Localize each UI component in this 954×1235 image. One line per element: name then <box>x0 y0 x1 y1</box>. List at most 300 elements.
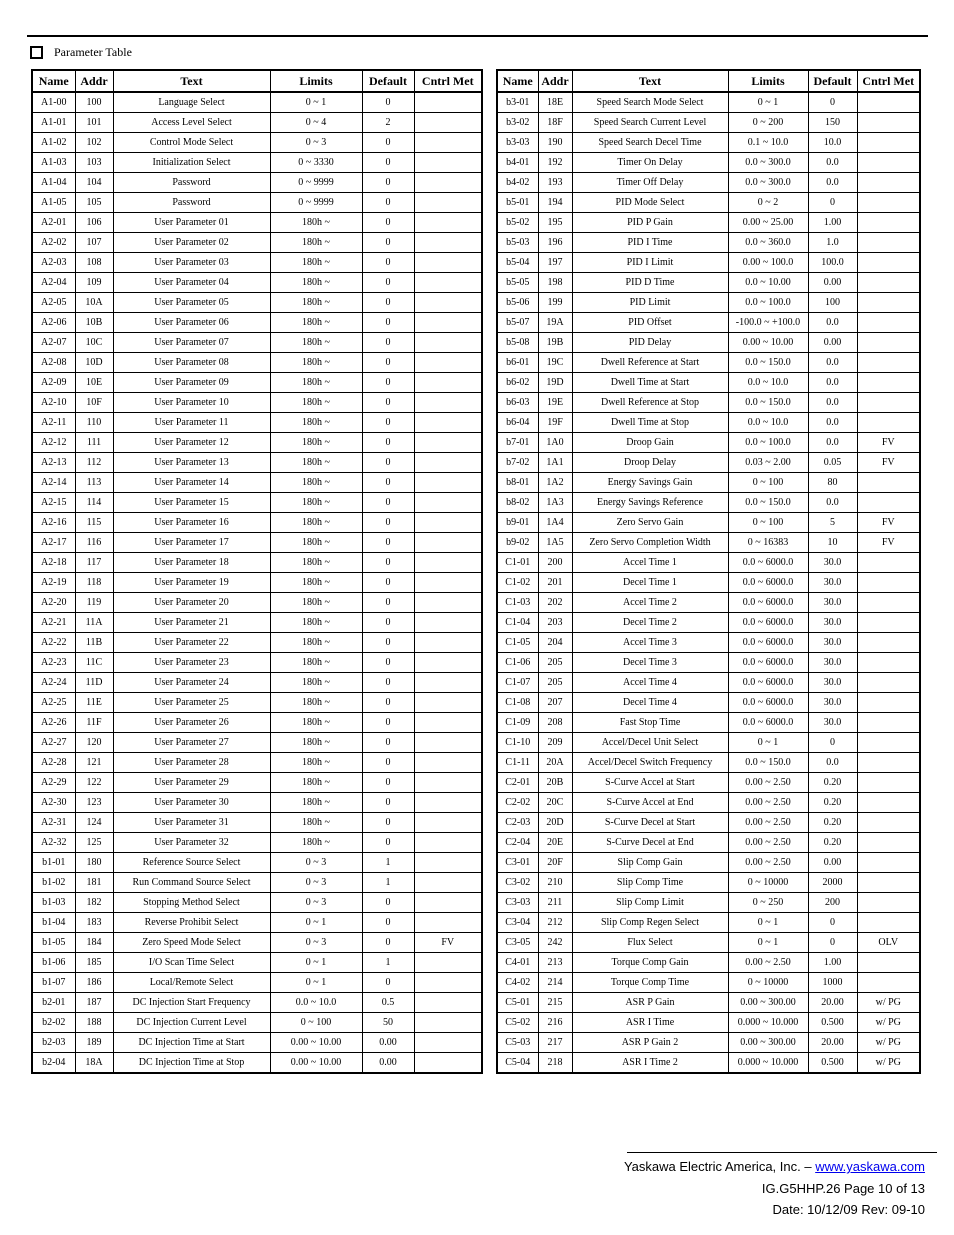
table-body-left <box>32 92 482 1073</box>
table-row <box>32 453 482 473</box>
cell-limits: 180h ~ <box>270 773 362 793</box>
cell-default: 0 <box>362 513 414 533</box>
cell-addr: 108 <box>75 253 113 273</box>
cell-text: Droop Delay <box>572 453 728 473</box>
cell-addr: 20A <box>538 753 572 773</box>
cell-default: 30.0 <box>808 553 857 573</box>
cell-limits: 180h ~ <box>270 613 362 633</box>
cell-name: b1-01 <box>32 853 75 873</box>
cell-default: 0 <box>808 733 857 753</box>
cell-text: Decel Time 2 <box>572 613 728 633</box>
cell-name: A2-24 <box>32 673 75 693</box>
cell-cntrl-met <box>414 353 482 373</box>
cell-cntrl-met <box>857 393 920 413</box>
cell-addr: 10E <box>75 373 113 393</box>
cell-text: User Parameter 29 <box>113 773 270 793</box>
cell-cntrl-met <box>414 753 482 773</box>
table-row <box>497 333 920 353</box>
cell-text: User Parameter 13 <box>113 453 270 473</box>
cell-limits: 180h ~ <box>270 693 362 713</box>
cell-name: C1-04 <box>497 613 538 633</box>
cell-default: 0 <box>362 92 414 113</box>
table-row <box>32 833 482 853</box>
table-row <box>32 613 482 633</box>
cell-default: 30.0 <box>808 653 857 673</box>
cell-addr: 10B <box>75 313 113 333</box>
cell-name: A2-28 <box>32 753 75 773</box>
cell-text: Slip Comp Gain <box>572 853 728 873</box>
cell-limits: 0 ~ 100 <box>728 473 808 493</box>
table-row <box>497 993 920 1013</box>
cell-text: User Parameter 24 <box>113 673 270 693</box>
cell-name: b5-06 <box>497 293 538 313</box>
cell-text: ASR P Gain <box>572 993 728 1013</box>
cell-addr: 10C <box>75 333 113 353</box>
cell-limits: 180h ~ <box>270 673 362 693</box>
cell-limits: 0 ~ 10000 <box>728 873 808 893</box>
cell-default: 0.0 <box>808 393 857 413</box>
cell-addr: 1A5 <box>538 533 572 553</box>
cell-text: Run Command Source Select <box>113 873 270 893</box>
cell-text: Access Level Select <box>113 113 270 133</box>
cell-default: 0 <box>362 333 414 353</box>
cell-text: User Parameter 15 <box>113 493 270 513</box>
cell-cntrl-met <box>414 313 482 333</box>
cell-limits: 0.0 ~ 300.0 <box>728 173 808 193</box>
cell-cntrl-met <box>414 293 482 313</box>
cell-default: 0.20 <box>808 813 857 833</box>
table-row <box>32 693 482 713</box>
cell-default: 0 <box>362 313 414 333</box>
table-row <box>32 513 482 533</box>
cell-default: 0 <box>808 913 857 933</box>
cell-name: C1-09 <box>497 713 538 733</box>
cell-limits: 180h ~ <box>270 653 362 673</box>
cell-limits: 180h ~ <box>270 313 362 333</box>
table-row <box>497 293 920 313</box>
cell-addr: 183 <box>75 913 113 933</box>
cell-cntrl-met <box>857 893 920 913</box>
cell-cntrl-met <box>857 113 920 133</box>
cell-name: A2-04 <box>32 273 75 293</box>
cell-text: User Parameter 07 <box>113 333 270 353</box>
cell-name: A2-06 <box>32 313 75 333</box>
cell-addr: 200 <box>538 553 572 573</box>
table-row <box>497 953 920 973</box>
cell-name: b7-02 <box>497 453 538 473</box>
cell-addr: 1A3 <box>538 493 572 513</box>
cell-limits: 180h ~ <box>270 453 362 473</box>
cell-cntrl-met <box>857 713 920 733</box>
cell-limits: 0.0 ~ 10.0 <box>728 373 808 393</box>
cell-default: 0 <box>362 173 414 193</box>
cell-limits: 180h ~ <box>270 813 362 833</box>
cell-limits: 180h ~ <box>270 473 362 493</box>
cell-addr: 123 <box>75 793 113 813</box>
cell-addr: 188 <box>75 1013 113 1033</box>
cell-name: b1-03 <box>32 893 75 913</box>
table-row <box>32 92 482 113</box>
cell-limits: 0 ~ 1 <box>728 913 808 933</box>
cell-limits: 180h ~ <box>270 353 362 373</box>
table-row <box>497 673 920 693</box>
cell-limits: 0.0 ~ 100.0 <box>728 433 808 453</box>
cell-name: C5-03 <box>497 1033 538 1053</box>
table-row <box>32 193 482 213</box>
cell-cntrl-met <box>414 153 482 173</box>
cell-name: C3-02 <box>497 873 538 893</box>
cell-default: 0.00 <box>362 1033 414 1053</box>
cell-addr: 212 <box>538 913 572 933</box>
cell-default: 0 <box>362 153 414 173</box>
cell-text: Zero Speed Mode Select <box>113 933 270 953</box>
table-row <box>497 633 920 653</box>
cell-text: User Parameter 17 <box>113 533 270 553</box>
cell-text: User Parameter 31 <box>113 813 270 833</box>
cell-default: 0 <box>362 473 414 493</box>
cell-cntrl-met <box>414 273 482 293</box>
cell-name: C1-07 <box>497 673 538 693</box>
cell-cntrl-met <box>857 193 920 213</box>
table-row <box>497 573 920 593</box>
cell-default: 0 <box>362 813 414 833</box>
cell-text: User Parameter 23 <box>113 653 270 673</box>
cell-addr: 122 <box>75 773 113 793</box>
table-row <box>497 913 920 933</box>
cell-limits: 0.00 ~ 2.50 <box>728 793 808 813</box>
cell-cntrl-met <box>857 633 920 653</box>
cell-default: 0 <box>362 253 414 273</box>
cell-default: 0.500 <box>808 1053 857 1074</box>
cell-cntrl-met <box>414 913 482 933</box>
cell-limits: 0.00 ~ 300.00 <box>728 993 808 1013</box>
cell-default: 30.0 <box>808 593 857 613</box>
cell-limits: 0.00 ~ 300.00 <box>728 1033 808 1053</box>
cell-text: User Parameter 11 <box>113 413 270 433</box>
cell-limits: 180h ~ <box>270 413 362 433</box>
cell-text: Slip Comp Limit <box>572 893 728 913</box>
table-row <box>32 133 482 153</box>
cell-name: A2-01 <box>32 213 75 233</box>
parameter-table-left <box>31 69 483 1074</box>
cell-default: 0.0 <box>808 173 857 193</box>
cell-cntrl-met <box>857 613 920 633</box>
cell-cntrl-met <box>857 373 920 393</box>
cell-name: b6-03 <box>497 393 538 413</box>
cell-default: 0 <box>362 613 414 633</box>
cell-default: 100.0 <box>808 253 857 273</box>
cell-default: 0.00 <box>808 333 857 353</box>
cell-limits: 0 ~ 9999 <box>270 193 362 213</box>
cell-text: Speed Search Mode Select <box>572 92 728 113</box>
cell-text: User Parameter 27 <box>113 733 270 753</box>
cell-cntrl-met <box>414 793 482 813</box>
cell-addr: 11B <box>75 633 113 653</box>
cell-text: Torque Comp Gain <box>572 953 728 973</box>
table-row <box>497 793 920 813</box>
cell-limits: 0 ~ 9999 <box>270 173 362 193</box>
cell-cntrl-met: FV <box>857 533 920 553</box>
table-row <box>32 173 482 193</box>
cell-limits: 0.0 ~ 6000.0 <box>728 613 808 633</box>
table-row <box>497 533 920 553</box>
checkbox-icon <box>30 46 43 59</box>
cell-text: User Parameter 26 <box>113 713 270 733</box>
cell-cntrl-met <box>857 953 920 973</box>
cell-text: DC Injection Current Level <box>113 1013 270 1033</box>
cell-addr: 196 <box>538 233 572 253</box>
cell-addr: 116 <box>75 533 113 553</box>
cell-cntrl-met <box>857 673 920 693</box>
cell-addr: 201 <box>538 573 572 593</box>
cell-default: 0 <box>362 733 414 753</box>
footer-doc-page: IG.G5HHP.26 Page 10 of 13 <box>761 1181 925 1196</box>
cell-default: 0 <box>362 793 414 813</box>
footer-company-line <box>624 1159 925 1174</box>
cell-limits: 0.0 ~ 6000.0 <box>728 673 808 693</box>
table-row <box>32 853 482 873</box>
cell-name: C1-01 <box>497 553 538 573</box>
cell-addr: 109 <box>75 273 113 293</box>
cell-name: A2-11 <box>32 413 75 433</box>
cell-limits: 0.00 ~ 2.50 <box>728 833 808 853</box>
table-row <box>497 693 920 713</box>
cell-cntrl-met: FV <box>414 933 482 953</box>
cell-default: 1000 <box>808 973 857 993</box>
cell-limits: 0 ~ 100 <box>270 1013 362 1033</box>
cell-addr: 186 <box>75 973 113 993</box>
table-row <box>497 733 920 753</box>
cell-addr: 11D <box>75 673 113 693</box>
table-row <box>497 553 920 573</box>
cell-default: 30.0 <box>808 693 857 713</box>
cell-addr: 107 <box>75 233 113 253</box>
cell-default: 1 <box>362 853 414 873</box>
table-row <box>497 1013 920 1033</box>
cell-name: C1-06 <box>497 653 538 673</box>
cell-cntrl-met <box>857 313 920 333</box>
cell-text: Dwell Reference at Stop <box>572 393 728 413</box>
cell-limits: 0 ~ 1 <box>728 933 808 953</box>
cell-limits: 0.00 ~ 2.50 <box>728 813 808 833</box>
table-row <box>32 773 482 793</box>
cell-default: 0.0 <box>808 153 857 173</box>
cell-addr: 216 <box>538 1013 572 1033</box>
cell-name: b1-02 <box>32 873 75 893</box>
cell-cntrl-met <box>414 613 482 633</box>
cell-cntrl-met <box>857 353 920 373</box>
cell-default: 0 <box>808 92 857 113</box>
cell-cntrl-met <box>414 113 482 133</box>
cell-text: User Parameter 25 <box>113 693 270 713</box>
cell-name: b2-04 <box>32 1053 75 1074</box>
cell-addr: 114 <box>75 493 113 513</box>
table-row <box>497 813 920 833</box>
cell-name: C4-01 <box>497 953 538 973</box>
cell-name: A2-05 <box>32 293 75 313</box>
cell-default: 30.0 <box>808 713 857 733</box>
cell-limits: 0 ~ 16383 <box>728 533 808 553</box>
cell-limits: 0.0 ~ 6000.0 <box>728 713 808 733</box>
cell-addr: 190 <box>538 133 572 153</box>
table-row <box>32 673 482 693</box>
table-row <box>497 773 920 793</box>
cell-default: 0 <box>362 413 414 433</box>
cell-addr: 112 <box>75 453 113 473</box>
cell-text: Slip Comp Time <box>572 873 728 893</box>
table-row <box>32 753 482 773</box>
cell-limits: 0.0 ~ 10.0 <box>270 993 362 1013</box>
parameter-table-right <box>496 69 921 1074</box>
cell-limits: 180h ~ <box>270 553 362 573</box>
cell-limits: 0.0 ~ 150.0 <box>728 353 808 373</box>
cell-cntrl-met <box>857 92 920 113</box>
cell-text: User Parameter 05 <box>113 293 270 313</box>
cell-default: 1.00 <box>808 953 857 973</box>
cell-default: 150 <box>808 113 857 133</box>
cell-text: Stopping Method Select <box>113 893 270 913</box>
table-row <box>497 473 920 493</box>
cell-limits: 0.000 ~ 10.000 <box>728 1013 808 1033</box>
cell-cntrl-met <box>857 593 920 613</box>
cell-cntrl-met <box>414 92 482 113</box>
cell-limits: 0 ~ 1 <box>270 92 362 113</box>
cell-addr: 120 <box>75 733 113 753</box>
table-row <box>497 173 920 193</box>
cell-addr: 20D <box>538 813 572 833</box>
cell-cntrl-met <box>857 973 920 993</box>
cell-default: 0 <box>362 293 414 313</box>
cell-default: 0 <box>362 693 414 713</box>
cell-default: 0.0 <box>808 433 857 453</box>
cell-default: 0.500 <box>808 1013 857 1033</box>
table-row <box>497 273 920 293</box>
cell-addr: 202 <box>538 593 572 613</box>
cell-limits: 180h ~ <box>270 273 362 293</box>
cell-addr: 19F <box>538 413 572 433</box>
cell-addr: 118 <box>75 573 113 593</box>
cell-addr: 184 <box>75 933 113 953</box>
cell-default: 0 <box>362 753 414 773</box>
cell-cntrl-met <box>857 213 920 233</box>
cell-default: 0.00 <box>362 1053 414 1074</box>
cell-name: b5-03 <box>497 233 538 253</box>
table-row <box>497 113 920 133</box>
cell-limits: 0.0 ~ 100.0 <box>728 293 808 313</box>
table-row <box>32 293 482 313</box>
table-row <box>497 433 920 453</box>
cell-name: b2-03 <box>32 1033 75 1053</box>
cell-name: C2-04 <box>497 833 538 853</box>
cell-text: PID Delay <box>572 333 728 353</box>
cell-default: 0.0 <box>808 753 857 773</box>
column-header-cntrl-met: Cntrl Met <box>857 70 920 92</box>
cell-name: b7-01 <box>497 433 538 453</box>
cell-cntrl-met: w/ PG <box>857 993 920 1013</box>
cell-addr: 11F <box>75 713 113 733</box>
cell-name: b9-02 <box>497 533 538 553</box>
cell-addr: 11E <box>75 693 113 713</box>
cell-addr: 209 <box>538 733 572 753</box>
cell-addr: 182 <box>75 893 113 913</box>
cell-limits: 0 ~ 3 <box>270 893 362 913</box>
cell-text: User Parameter 14 <box>113 473 270 493</box>
table-row <box>32 793 482 813</box>
cell-addr: 11A <box>75 613 113 633</box>
cell-text: Flux Select <box>572 933 728 953</box>
cell-default: 0 <box>808 933 857 953</box>
cell-default: 0 <box>362 673 414 693</box>
column-header-addr: Addr <box>538 70 572 92</box>
cell-name: A1-05 <box>32 193 75 213</box>
footer-website-link[interactable]: www.yaskawa.com <box>815 1159 925 1174</box>
cell-limits: 0.0 ~ 150.0 <box>728 753 808 773</box>
cell-cntrl-met: w/ PG <box>857 1053 920 1074</box>
cell-limits: 180h ~ <box>270 493 362 513</box>
cell-limits: 0.0 ~ 6000.0 <box>728 593 808 613</box>
cell-name: b4-01 <box>497 153 538 173</box>
cell-cntrl-met <box>414 873 482 893</box>
cell-text: User Parameter 20 <box>113 593 270 613</box>
column-header-cntrl-met: Cntrl Met <box>414 70 482 92</box>
cell-default: 0 <box>362 493 414 513</box>
cell-default: 30.0 <box>808 613 857 633</box>
cell-name: A2-15 <box>32 493 75 513</box>
table-row <box>32 993 482 1013</box>
cell-name: b3-03 <box>497 133 538 153</box>
cell-cntrl-met <box>857 473 920 493</box>
cell-default: 0 <box>362 833 414 853</box>
table-row <box>32 373 482 393</box>
cell-text: Password <box>113 173 270 193</box>
cell-name: b5-02 <box>497 213 538 233</box>
cell-addr: 20F <box>538 853 572 873</box>
cell-name: b5-07 <box>497 313 538 333</box>
cell-limits: 180h ~ <box>270 793 362 813</box>
cell-name: A1-04 <box>32 173 75 193</box>
cell-default: 50 <box>362 1013 414 1033</box>
cell-addr: 19B <box>538 333 572 353</box>
cell-default: 0 <box>362 933 414 953</box>
cell-addr: 100 <box>75 92 113 113</box>
top-rule <box>27 35 928 37</box>
table-header-row <box>32 70 482 92</box>
cell-name: b5-08 <box>497 333 538 353</box>
cell-limits: 180h ~ <box>270 333 362 353</box>
cell-name: A2-10 <box>32 393 75 413</box>
cell-text: S-Curve Decel at Start <box>572 813 728 833</box>
cell-limits: 180h ~ <box>270 393 362 413</box>
table-row <box>32 213 482 233</box>
cell-cntrl-met <box>857 133 920 153</box>
cell-addr: 105 <box>75 193 113 213</box>
cell-limits: 0 ~ 1 <box>728 733 808 753</box>
cell-addr: 1A1 <box>538 453 572 473</box>
cell-default: 0.20 <box>808 833 857 853</box>
cell-cntrl-met <box>414 693 482 713</box>
cell-cntrl-met <box>857 793 920 813</box>
cell-text: User Parameter 19 <box>113 573 270 593</box>
table-row <box>32 253 482 273</box>
cell-addr: 18A <box>75 1053 113 1074</box>
table-row <box>497 613 920 633</box>
cell-addr: 207 <box>538 693 572 713</box>
table-row <box>32 933 482 953</box>
cell-limits: 0 ~ 3 <box>270 873 362 893</box>
cell-addr: 215 <box>538 993 572 1013</box>
cell-addr: 11C <box>75 653 113 673</box>
cell-cntrl-met <box>414 733 482 753</box>
